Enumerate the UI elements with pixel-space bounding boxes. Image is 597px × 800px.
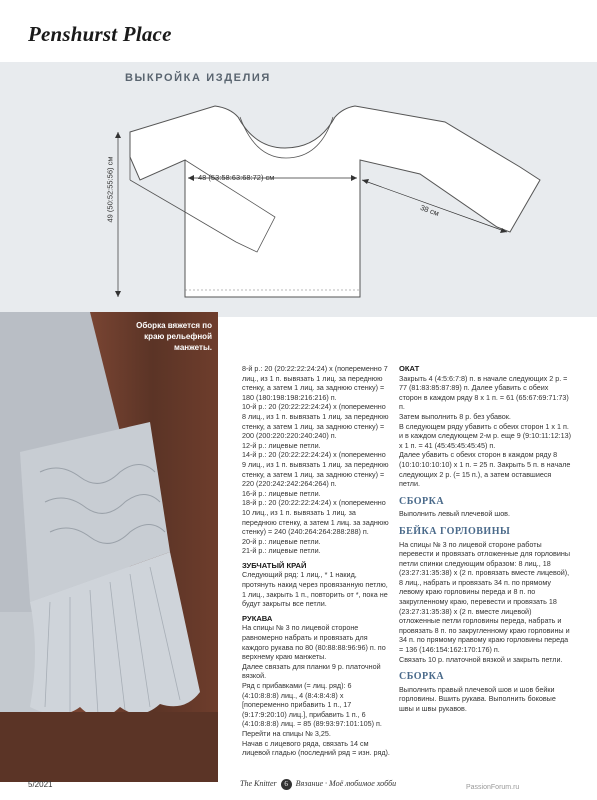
magazine-tagline: Вязание · Моё любимое хобби xyxy=(295,779,397,788)
okat-para-1: Закрыть 4 (4:5:6:7:8) п. в начале следующих 2 р. = 77 (81:83:85:87:89) п. Далее убавить с обеих сторон в каждом ряду 8 х 1 п. = 61 (65:67:69:71:73) п. xyxy=(399,373,569,412)
sleeve-length-label: 38 см xyxy=(419,202,441,219)
edge-text: Следующий ряд: 1 лиц., * 1 накид, протянуть накид через провязанную петлю, 1 лиц., закрыть 1 п., повторить от *, пока не будут закрыты все петли. xyxy=(242,570,388,609)
assembly-heading-1: СБОРКА xyxy=(399,495,445,507)
sleeve-para-2: Далее связать для планки 9 р. платочной вязкой. xyxy=(242,661,381,681)
sleeve-illustration xyxy=(0,312,218,782)
page-number: 6 xyxy=(281,779,292,790)
assembly-text-2: Выполнить правый плечевой шов и шов бейки горловины. Вшить рукава. Выполнить боковые швы и швы рукавов. xyxy=(399,684,556,713)
sleeve-para-5: Начав с лицевого ряда, связать 14 см лицевой гладью (последний ряд = изн. ряд). xyxy=(242,738,390,758)
row-18: 18-й р.: 20 (20:22:22:24:24) х (попеременно 10 лиц., из 1 п. вывязать 1 лиц. за переднюю стенку, а затем 1 лиц. за заднюю стенку) = 240 (240:264:264:288:288) п. xyxy=(242,498,389,537)
okat-para-3: В следующем ряду убавить с обеих сторон 1 х 1 п. и в каждом следующем 2-м р. еще 9 (9:10:11:12:13) х 1 п. = 41 (45:45:45:45:45) п. xyxy=(399,421,571,450)
row-14: 14-й р.: 20 (20:22:22:24:24) х (попеременно 9 лиц., из 1 п. вывязать 1 лиц. за переднюю стенку, а затем 1 лиц. за заднюю стенку) = 220 (220:242:242:264:264) п. xyxy=(242,450,389,489)
magazine-name: The Knitter xyxy=(240,779,277,788)
schema-panel xyxy=(0,62,597,317)
instructions-column-1 xyxy=(242,364,390,758)
length-label: 49 (50:52:55:56) см xyxy=(105,156,115,223)
sleeve-para-1: На спицы № 3 по лицевой стороне равномерно набрать и провязать для каждого рукава по 80 (80:88:88:96:96) п. по верхнему краю манжеты. xyxy=(242,623,386,662)
assembly-heading-2: СБОРКА xyxy=(399,671,445,683)
sleeve-photo xyxy=(0,312,218,782)
sleeve-para-4: Перейти на спицы № 3,25. xyxy=(242,728,331,738)
issue-number: 5/2021 xyxy=(28,780,53,789)
page-title: Penshurst Place xyxy=(28,22,172,46)
neck-heading: БЕЙКА ГОРЛОВИНЫ xyxy=(399,525,511,537)
neck-text: На спицы № 3 по лицевой стороне работы перевести и провязать отложенные для горловины петли спинки следующим образом: 8 лиц., 18 (23:27:31:35:38) х (2 п. провязать вместе лицевой), 8 лиц., набрать и провязать 34 п. по прямому левому краю горловины переда и 8 п. по закругленному краю, перевести и провязать 18 (23:27:31:35:38) х (2 п. вместе лицевой) отложенные петли горловины переда, набрать и провязать 8 п. по закругленному краю горловины и 34 п. по прямому правому краю горловины переда = 136 (146:154:162:170:176) п. xyxy=(399,539,571,655)
row-20: 20-й р.: лицевые петли. xyxy=(242,536,321,546)
sweater-schematic xyxy=(0,62,597,317)
footer-magazine xyxy=(240,779,396,790)
row-12: 12-й р.: лицевые петли. xyxy=(242,440,321,450)
instructions-column-2 xyxy=(399,364,571,714)
photo-caption: Оборка вяжется по краю рельефной манжеты. xyxy=(136,321,212,352)
okat-para-4: Далее убавить с обеих сторон в каждом ряду 8 (10:10:10:10:10) х 1 п. = 25 п. Закрыть 5 п. в начале следующих 2 р. (= 15 п.), а затем оставшиеся петли. xyxy=(399,450,571,489)
row-8: 8-й р.: 20 (20:22:22:24:24) х (попеременно 7 лиц., из 1 п. вывязать 1 лиц. за переднюю стенку, а затем 1 лиц. за заднюю стенку) = 180 (180:198:198:216:216) п. xyxy=(242,364,388,402)
schema-title: ВЫКРОЙКА ИЗДЕЛИЯ xyxy=(125,72,271,84)
sweater-body xyxy=(130,106,540,297)
width-label: 48 (53:58:63:68:72) см xyxy=(198,173,275,182)
sleeve-para-3: Ряд с прибавками (= лиц. ряд): 6 (4:10:8:8:8) лиц., 4 (8:4:8:4:8) х [попеременно прибавить 1 п., 17 (9:17:9:20:10) лиц.], прибавить 1 п., 6 (4:10:8:8:8) лиц. = 85 (89:93:97:101:105) п. xyxy=(242,681,382,729)
okat-heading: ОКАТ xyxy=(399,364,420,373)
row-10: 10-й р.: 20 (20:22:22:24:24) х (попеременно 8 лиц., из 1 п. вывязать 1 лиц. за переднюю стенку, а затем 1 лиц. за заднюю стенку) = 200 (200:220:220:240:240) п. xyxy=(242,402,389,441)
assembly-text-1: Выполнить левый плечевой шов. xyxy=(399,509,511,519)
neck-text-2: Связать 10 р. платочной вязкой и закрыть петли. xyxy=(399,654,563,664)
edge-heading: ЗУБЧАТЫЙ КРАЙ xyxy=(242,560,307,570)
sleeve-heading: РУКАВА xyxy=(242,613,273,623)
row-16: 16-й р.: лицевые петли. xyxy=(242,488,321,498)
row-21: 21-й р.: лицевые петли. xyxy=(242,546,321,556)
source-watermark: PassionForum.ru xyxy=(466,784,520,791)
okat-para-2: Затем выполнить 8 р. без убавок. xyxy=(399,411,511,421)
